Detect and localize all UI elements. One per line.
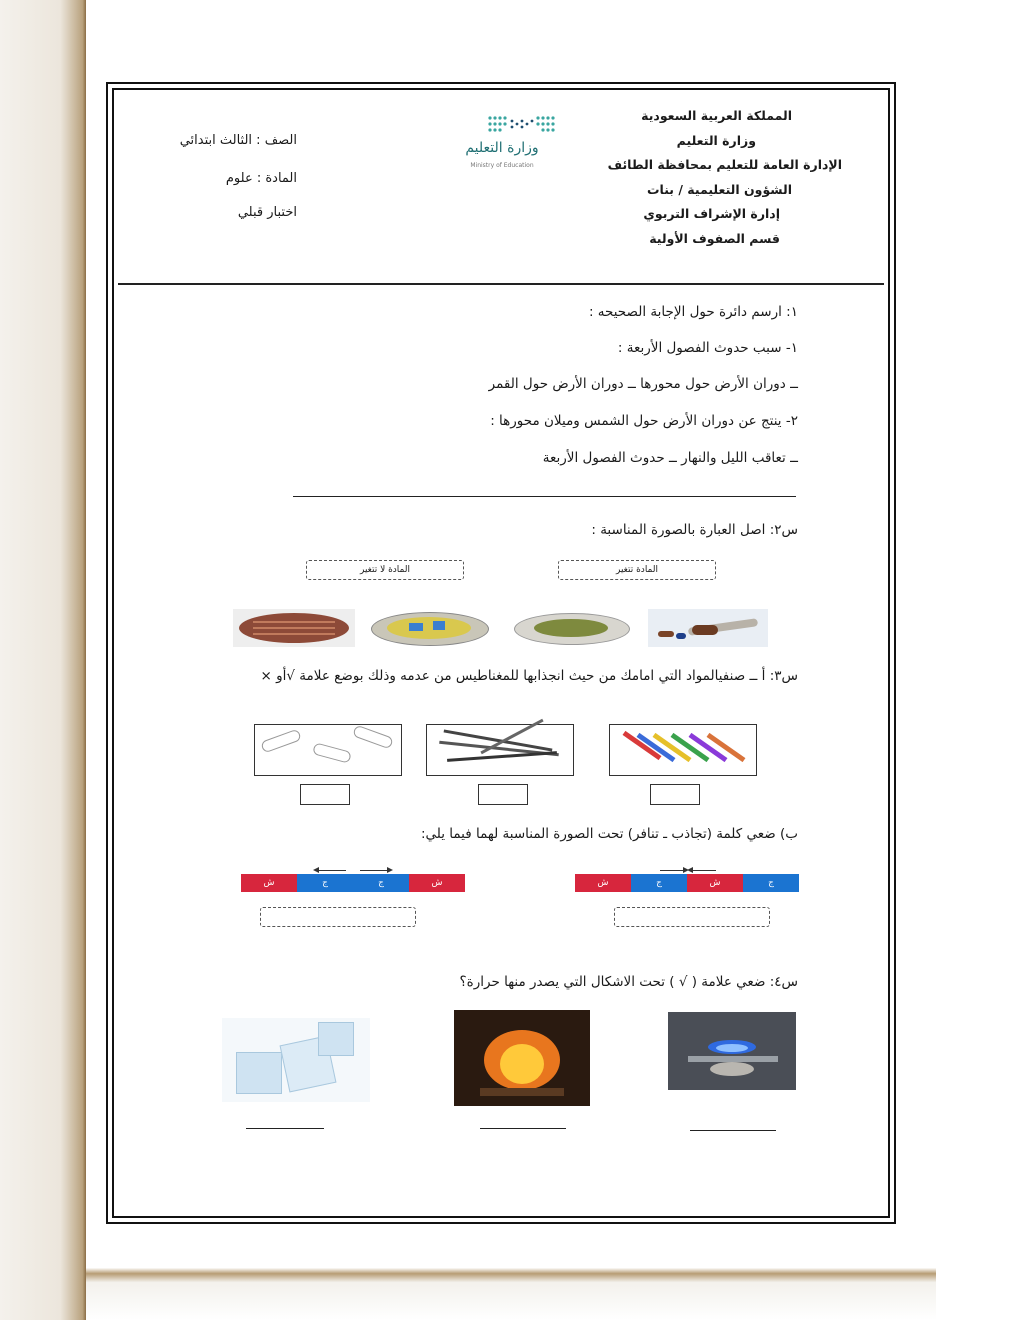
picture-plate-herbs [512,609,630,647]
label-matter-not-changes: المادة لا تتغير [306,560,464,580]
header-ministry: وزارة التعليم [676,133,756,148]
arrow-left-icon [318,870,346,871]
arrow-right-icon [360,870,388,871]
answer-box-nails[interactable] [478,784,528,805]
header-country: المملكة العربية السعودية [641,108,792,123]
desk-background-left [0,0,86,1320]
magnet-pole-label: ش [409,874,465,892]
header-divider [118,283,884,285]
answer-line-fireplace[interactable] [480,1128,566,1129]
picture-chocolate-disc [233,609,355,647]
q3-title: س٣: أ ــ صنفيالمواد التي امامك من حيث انجذابها للمغناطيس من عدمه وذلك بوضع علامة √أو × [260,668,798,684]
answer-line-ice[interactable] [246,1128,324,1129]
arrow-left-icon [692,870,716,871]
label-matter-changes: المادة تتغير [558,560,716,580]
magnet-pole-label: ش [575,874,631,892]
picture-fireplace [454,1010,590,1106]
header-exam-type: اختبار قبلي [237,205,297,220]
picture-plate-melted [369,609,489,647]
logo-subtext: Ministry of Education [470,162,534,169]
magnet-pole-label: ج [743,874,799,892]
q1-item2-options: ــ تعاقب الليل والنهار ــ حدوث الفصول الأربعة [542,450,798,466]
answer-box-crayons[interactable] [650,784,700,805]
header-affairs: الشؤون التعليمية / بنات [646,182,792,197]
magnet-pole-label: ش [241,874,297,892]
picture-paper-clips [254,724,402,776]
magnet-pole-label: ج [297,874,353,892]
q1-item1-options: ــ دوران الأرض حول محورها ــ دوران الأرض حول القمر [488,376,798,392]
picture-ice-cubes [222,1018,370,1102]
q1-title: ١: ارسم دائرة حول الإجابة الصحيحه : [588,304,798,320]
q1-item2: ٢- ينتج عن دوران الأرض حول الشمس وميلان محورها : [490,413,798,429]
answer-slot-magnets-right[interactable] [614,907,770,927]
section-divider [293,496,796,497]
picture-nails [426,724,574,776]
logo-dots-icon [486,112,556,136]
ministry-logo [448,110,568,172]
arrow-right-icon [660,870,684,871]
magnet-pole-label: ش [687,874,743,892]
header-department: قسم الصفوف الأولية [649,231,780,246]
answer-box-paper-clips[interactable] [300,784,350,805]
picture-crayons [609,724,757,776]
q2-title: س٢: اصل العبارة بالصورة المناسبة : [591,522,798,538]
q3-part-b: ب) ضعي كلمة (تجاذب ـ تنافر) تحت الصورة المناسبة لهما فيما يلي: [420,826,798,842]
magnet-pole-label: ج [353,874,409,892]
desk-background-bottom [86,1262,936,1320]
header-grade: الصف : الثالث ابتدائي [179,133,297,148]
header-subject: المادة : علوم [225,171,297,186]
magnet-pole-label: ج [631,874,687,892]
header-supervision: إدارة الإشراف التربوي [643,206,780,221]
answer-line-gas-burner[interactable] [690,1130,776,1131]
q1-item1: ١- سبب حدوث الفصول الأربعة : [617,340,798,356]
magnet-pair-right [575,874,799,892]
q4-title: س٤: ضعي علامة ( √ ) تحت الاشكال التي يصدر منها حرارة؟ [459,974,798,990]
picture-gas-burner [668,1012,796,1090]
header-directorate: الإدارة العامة للتعليم بمحافظة الطائف [607,157,842,172]
answer-slot-magnets-left[interactable] [260,907,416,927]
logo-text: وزارة التعليم [465,140,539,156]
picture-chocolate-spoon [648,609,768,647]
magnet-pair-left [241,874,465,892]
